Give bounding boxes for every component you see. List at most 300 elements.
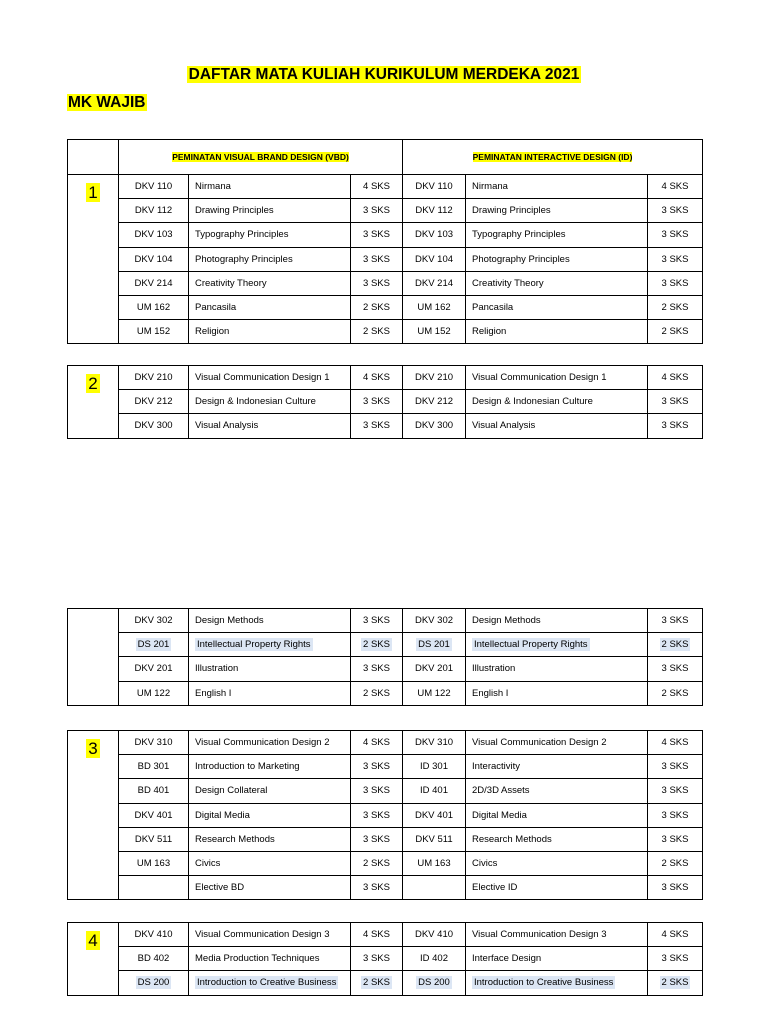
id-code-cell (403, 779, 466, 803)
id-sks-text: 2 SKS (661, 326, 689, 338)
vbd-name-text: Visual Communication Design 1 (195, 372, 330, 384)
id-code-text: DKV 110 (415, 181, 453, 193)
id-name-text: Visual Communication Design 3 (472, 929, 607, 941)
table-row (68, 803, 703, 827)
vbd-sks-cell (351, 199, 403, 223)
id-name-text: Photography Principles (472, 253, 570, 265)
vbd-code-text: DKV 302 (134, 615, 173, 627)
table-row (68, 390, 703, 414)
id-code-text: DKV 410 (414, 929, 454, 941)
id-sks-cell (648, 609, 703, 633)
id-name-text: 2D/3D Assets (472, 785, 530, 797)
vbd-name-text: Research Methods (195, 833, 275, 845)
vbd-name-text: Design Methods (195, 615, 264, 627)
id-sks-text: 3 SKS (661, 761, 689, 773)
vbd-sks-cell (351, 876, 403, 900)
vbd-code-text: DS 201 (137, 639, 170, 651)
id-code-text: DKV 300 (414, 420, 454, 432)
vbd-code-cell (119, 390, 189, 414)
vbd-name-cell (189, 271, 351, 295)
id-code-text: DKV 210 (414, 372, 454, 384)
id-sks-text: 3 SKS (661, 205, 689, 217)
id-name-text: Introduction to Creative Business (474, 977, 614, 989)
id-name-text: Typography Principles (472, 229, 566, 241)
id-name-cell (466, 779, 648, 803)
vbd-code-cell (119, 633, 189, 657)
vbd-sks-cell (351, 971, 403, 995)
semester-table (67, 730, 703, 900)
id-name-text: Creativity Theory (472, 277, 544, 289)
semester-table (67, 922, 703, 996)
vbd-name-text: Drawing Principles (195, 205, 274, 217)
vbd-code-cell (119, 681, 189, 705)
vbd-code-text: DKV 511 (134, 833, 173, 845)
vbd-name-cell (189, 779, 351, 803)
id-sks-cell (648, 366, 703, 390)
vbd-sks-text: 3 SKS (363, 785, 390, 797)
id-code-cell (403, 947, 466, 971)
id-sks-cell (648, 755, 703, 779)
vbd-name-text: Visual Analysis (195, 420, 259, 432)
id-code-text: UM 152 (417, 326, 451, 338)
vbd-code-text: UM 152 (136, 326, 171, 338)
id-name-text: Religion (472, 326, 507, 338)
semester-cell (68, 923, 119, 996)
vbd-name-text: Religion (195, 326, 230, 338)
id-name-cell (466, 247, 648, 271)
id-sks-cell (648, 779, 703, 803)
id-code-text: ID 401 (420, 785, 448, 797)
vbd-code-cell (119, 923, 189, 947)
table-row (68, 827, 703, 851)
vbd-name-text: Design & Indonesian Culture (195, 396, 316, 408)
id-code-cell (403, 414, 466, 438)
vbd-code-text: UM 162 (136, 302, 171, 314)
vbd-sks-cell (351, 851, 403, 875)
id-code-text: DKV 302 (414, 615, 454, 627)
id-sks-text: 4 SKS (661, 737, 689, 749)
vbd-code-text: DKV 212 (134, 396, 173, 408)
table-row (68, 876, 703, 900)
id-name-cell (466, 681, 648, 705)
vbd-name-cell (189, 609, 351, 633)
id-sks-text: 4 SKS (661, 929, 689, 941)
id-sks-cell (648, 657, 703, 681)
id-code-text: ID 301 (420, 761, 448, 773)
vbd-sks-cell (351, 827, 403, 851)
id-sks-text: 4 SKS (661, 372, 689, 384)
semester-number: 2 (88, 374, 98, 393)
vbd-sks-text: 2 SKS (363, 687, 390, 699)
id-code-text: DKV 310 (414, 737, 454, 749)
id-code-cell (403, 755, 466, 779)
table-row (68, 609, 703, 633)
vbd-name-cell (189, 876, 351, 900)
vbd-sks-text: 2 SKS (363, 302, 390, 314)
id-name-cell (466, 366, 648, 390)
header-blank-cell (68, 140, 119, 175)
id-name-text: Drawing Principles (472, 205, 551, 217)
vbd-code-cell (119, 947, 189, 971)
id-code-cell (403, 827, 466, 851)
id-name-cell (466, 295, 648, 319)
id-name-text: Research Methods (472, 833, 552, 845)
vbd-code-cell (119, 175, 189, 199)
id-name-cell (466, 223, 648, 247)
id-sks-text: 3 SKS (661, 663, 689, 675)
id-name-text: Interface Design (472, 953, 542, 965)
id-sks-cell (648, 320, 703, 344)
id-name-text: Design Methods (472, 615, 541, 627)
vbd-code-cell (119, 779, 189, 803)
semester-table (67, 365, 703, 439)
vbd-name-text: Photography Principles (195, 253, 293, 265)
id-sks-cell (648, 851, 703, 875)
vbd-name-text: Elective BD (195, 882, 245, 894)
id-sks-text: 3 SKS (661, 809, 689, 821)
id-sks-text: 3 SKS (661, 396, 689, 408)
id-name-cell (466, 657, 648, 681)
table-row (68, 923, 703, 947)
id-sks-text: 3 SKS (661, 277, 689, 289)
id-sks-text: 3 SKS (661, 953, 689, 965)
id-sks-text: 2 SKS (661, 977, 689, 989)
vbd-sks-text: 3 SKS (363, 833, 390, 845)
vbd-sks-cell (351, 731, 403, 755)
id-name-text: Civics (472, 858, 498, 870)
vbd-sks-cell (351, 366, 403, 390)
vbd-name-cell (189, 320, 351, 344)
semester-cell (68, 609, 119, 706)
table-row (68, 947, 703, 971)
id-sks-text: 3 SKS (661, 833, 689, 845)
id-code-cell (403, 657, 466, 681)
vbd-name-text: Civics (195, 858, 221, 870)
vbd-code-cell (119, 876, 189, 900)
vbd-name-cell (189, 923, 351, 947)
vbd-code-text: DKV 210 (134, 372, 173, 384)
id-name-text: Intellectual Property Rights (474, 639, 588, 651)
vbd-code-cell (119, 320, 189, 344)
id-name-cell (466, 731, 648, 755)
vbd-code-text: DKV 104 (134, 253, 173, 265)
vbd-sks-text: 3 SKS (363, 809, 390, 821)
vbd-sks-text: 3 SKS (363, 277, 390, 289)
vbd-code-cell (119, 657, 189, 681)
vbd-code-cell (119, 295, 189, 319)
id-name-text: Nirmana (472, 181, 508, 193)
vbd-sks-text: 2 SKS (363, 977, 390, 989)
vbd-sks-cell (351, 414, 403, 438)
id-name-cell (466, 390, 648, 414)
vbd-code-text: UM 122 (136, 687, 171, 699)
vbd-name-cell (189, 755, 351, 779)
vbd-name-cell (189, 633, 351, 657)
id-code-text: DKV 214 (415, 277, 454, 289)
vbd-code-text: DKV 103 (134, 229, 173, 241)
vbd-name-cell (189, 295, 351, 319)
vbd-name-text: Digital Media (195, 809, 250, 821)
vbd-code-cell (119, 755, 189, 779)
vbd-sks-cell (351, 271, 403, 295)
vbd-name-text: Design Collateral (195, 785, 268, 797)
id-sks-cell (648, 247, 703, 271)
vbd-name-cell (189, 827, 351, 851)
id-code-text: DKV 401 (414, 809, 454, 821)
document-title-text: DAFTAR MATA KULIAH KURIKULUM MERDEKA 2021 (188, 66, 580, 83)
id-code-cell (403, 247, 466, 271)
vbd-code-text: DKV 310 (134, 737, 173, 749)
id-sks-cell (648, 633, 703, 657)
vbd-code-cell (119, 851, 189, 875)
id-name-text: Digital Media (472, 809, 527, 821)
id-code-cell (403, 803, 466, 827)
id-code-cell (403, 223, 466, 247)
vbd-sks-text: 4 SKS (363, 929, 390, 941)
table-row (68, 320, 703, 344)
id-sks-cell (648, 876, 703, 900)
vbd-code-cell (119, 271, 189, 295)
vbd-name-text: Visual Communication Design 2 (195, 737, 330, 749)
id-name-text: Interactivity (472, 761, 521, 773)
vbd-sks-text: 4 SKS (363, 181, 390, 193)
vbd-sks-cell (351, 223, 403, 247)
id-code-cell (403, 681, 466, 705)
table-row (68, 657, 703, 681)
table-row (68, 247, 703, 271)
id-name-cell (466, 320, 648, 344)
id-name-text: Visual Communication Design 1 (472, 372, 607, 384)
id-code-text: DKV 103 (415, 229, 454, 241)
table-header-row (68, 140, 703, 175)
id-code-cell (403, 633, 466, 657)
vbd-name-text: Media Production Techniques (195, 953, 320, 965)
id-code-cell (403, 199, 466, 223)
id-name-text: Elective ID (472, 882, 518, 894)
id-code-cell (403, 271, 466, 295)
id-code-cell (403, 390, 466, 414)
vbd-code-cell (119, 609, 189, 633)
vbd-code-text: BD 301 (137, 761, 170, 773)
id-sks-cell (648, 731, 703, 755)
id-name-cell (466, 923, 648, 947)
table-row (68, 755, 703, 779)
table-row (68, 295, 703, 319)
vbd-name-cell (189, 947, 351, 971)
id-name-cell (466, 199, 648, 223)
id-sks-text: 4 SKS (661, 181, 689, 193)
header-id-label: PEMINATAN INTERACTIVE DESIGN (ID) (472, 152, 633, 162)
section-label-text: MK WAJIB (68, 94, 146, 111)
vbd-sks-text: 3 SKS (363, 420, 390, 432)
id-name-cell (466, 609, 648, 633)
table-row (68, 414, 703, 438)
vbd-code-cell (119, 199, 189, 223)
id-sks-text: 3 SKS (661, 882, 689, 894)
vbd-name-cell (189, 223, 351, 247)
id-code-text: DKV 511 (415, 833, 453, 845)
vbd-code-text: UM 163 (136, 858, 171, 870)
table-row (68, 175, 703, 199)
vbd-name-text: Nirmana (195, 181, 231, 193)
id-sks-cell (648, 803, 703, 827)
vbd-sks-cell (351, 779, 403, 803)
vbd-sks-cell (351, 755, 403, 779)
table-row (68, 851, 703, 875)
id-sks-cell (648, 827, 703, 851)
vbd-name-cell (189, 681, 351, 705)
vbd-code-text: DKV 110 (134, 181, 173, 193)
id-name-cell (466, 971, 648, 995)
id-sks-text: 3 SKS (661, 253, 689, 265)
id-sks-cell (648, 295, 703, 319)
semester-cell (68, 175, 119, 344)
vbd-sks-cell (351, 681, 403, 705)
table-row (68, 779, 703, 803)
id-code-text: ID 402 (420, 953, 448, 965)
id-name-cell (466, 175, 648, 199)
vbd-sks-cell (351, 320, 403, 344)
vbd-sks-cell (351, 803, 403, 827)
vbd-name-cell (189, 803, 351, 827)
id-sks-cell (648, 923, 703, 947)
id-name-text: English I (472, 687, 509, 699)
vbd-sks-text: 3 SKS (363, 761, 390, 773)
vbd-code-text: DKV 112 (134, 205, 173, 217)
id-code-cell (403, 851, 466, 875)
vbd-sks-text: 3 SKS (363, 615, 390, 627)
id-sks-cell (648, 971, 703, 995)
vbd-name-cell (189, 366, 351, 390)
id-name-text: Pancasila (472, 302, 514, 314)
vbd-sks-cell (351, 633, 403, 657)
section-label (67, 94, 147, 112)
table-row (68, 223, 703, 247)
vbd-sks-text: 3 SKS (363, 253, 390, 265)
vbd-sks-text: 4 SKS (363, 372, 390, 384)
id-name-text: Illustration (472, 663, 516, 675)
id-sks-text: 3 SKS (661, 615, 689, 627)
id-name-cell (466, 755, 648, 779)
header-vbd (119, 140, 403, 175)
vbd-sks-text: 3 SKS (363, 205, 390, 217)
id-code-cell (403, 609, 466, 633)
id-code-text: DKV 212 (414, 396, 454, 408)
vbd-code-cell (119, 827, 189, 851)
vbd-name-cell (189, 851, 351, 875)
id-code-cell (403, 320, 466, 344)
id-code-cell (403, 731, 466, 755)
semester-cell (68, 731, 119, 900)
vbd-name-text: Creativity Theory (195, 277, 267, 289)
vbd-name-text: Introduction to Creative Business (197, 977, 337, 989)
vbd-sks-cell (351, 609, 403, 633)
id-name-text: Visual Analysis (472, 420, 536, 432)
vbd-sks-text: 4 SKS (363, 737, 390, 749)
document-title (0, 66, 768, 84)
id-code-text: DKV 112 (415, 205, 453, 217)
vbd-name-text: Intellectual Property Rights (197, 639, 311, 651)
id-code-text: UM 163 (417, 858, 451, 870)
id-code-cell (403, 971, 466, 995)
vbd-code-text: DS 200 (137, 977, 170, 989)
vbd-code-cell (119, 803, 189, 827)
id-name-cell (466, 876, 648, 900)
id-sks-text: 2 SKS (661, 302, 689, 314)
vbd-code-cell (119, 247, 189, 271)
id-name-cell (466, 947, 648, 971)
header-vbd-label: PEMINATAN VISUAL BRAND DESIGN (VBD) (172, 152, 349, 162)
vbd-code-cell (119, 223, 189, 247)
id-sks-text: 3 SKS (661, 420, 689, 432)
id-code-text: UM 162 (417, 302, 451, 314)
id-code-cell (403, 876, 466, 900)
vbd-code-text: BD 402 (137, 953, 170, 965)
id-code-cell (403, 175, 466, 199)
vbd-code-cell (119, 366, 189, 390)
vbd-sks-text: 2 SKS (363, 639, 390, 651)
id-name-cell (466, 633, 648, 657)
semester-cell (68, 366, 119, 439)
id-sks-text: 2 SKS (661, 639, 689, 651)
id-name-cell (466, 851, 648, 875)
vbd-name-text: Introduction to Marketing (195, 761, 300, 773)
id-sks-cell (648, 947, 703, 971)
vbd-code-text: DKV 300 (134, 420, 173, 432)
vbd-sks-text: 2 SKS (363, 326, 390, 338)
id-code-cell (403, 295, 466, 319)
id-name-cell (466, 803, 648, 827)
vbd-code-text: DKV 201 (134, 663, 173, 675)
id-name-cell (466, 827, 648, 851)
table-row (68, 271, 703, 295)
vbd-sks-cell (351, 390, 403, 414)
id-code-text: DKV 201 (414, 663, 454, 675)
table-row (68, 366, 703, 390)
vbd-name-cell (189, 175, 351, 199)
id-code-text: DKV 104 (415, 253, 454, 265)
vbd-name-text: Visual Communication Design 3 (195, 929, 330, 941)
vbd-sks-text: 3 SKS (363, 953, 390, 965)
vbd-name-cell (189, 199, 351, 223)
vbd-name-text: Illustration (195, 663, 239, 675)
vbd-code-cell (119, 731, 189, 755)
id-code-cell (403, 923, 466, 947)
id-name-cell (466, 271, 648, 295)
id-code-cell (403, 366, 466, 390)
table-row (68, 199, 703, 223)
vbd-name-text: Typography Principles (195, 229, 289, 241)
vbd-name-cell (189, 414, 351, 438)
id-name-text: Visual Communication Design 2 (472, 737, 607, 749)
vbd-code-text: BD 401 (137, 785, 170, 797)
table-row (68, 633, 703, 657)
table-row (68, 681, 703, 705)
vbd-code-cell (119, 414, 189, 438)
id-name-text: Design & Indonesian Culture (472, 396, 593, 408)
id-sks-cell (648, 271, 703, 295)
vbd-name-cell (189, 390, 351, 414)
id-sks-cell (648, 681, 703, 705)
id-sks-text: 2 SKS (661, 687, 689, 699)
vbd-sks-cell (351, 657, 403, 681)
vbd-sks-cell (351, 247, 403, 271)
table-row (68, 731, 703, 755)
vbd-name-text: English I (195, 687, 232, 699)
semester-number: 3 (88, 739, 98, 758)
id-sks-cell (648, 390, 703, 414)
vbd-name-cell (189, 657, 351, 681)
